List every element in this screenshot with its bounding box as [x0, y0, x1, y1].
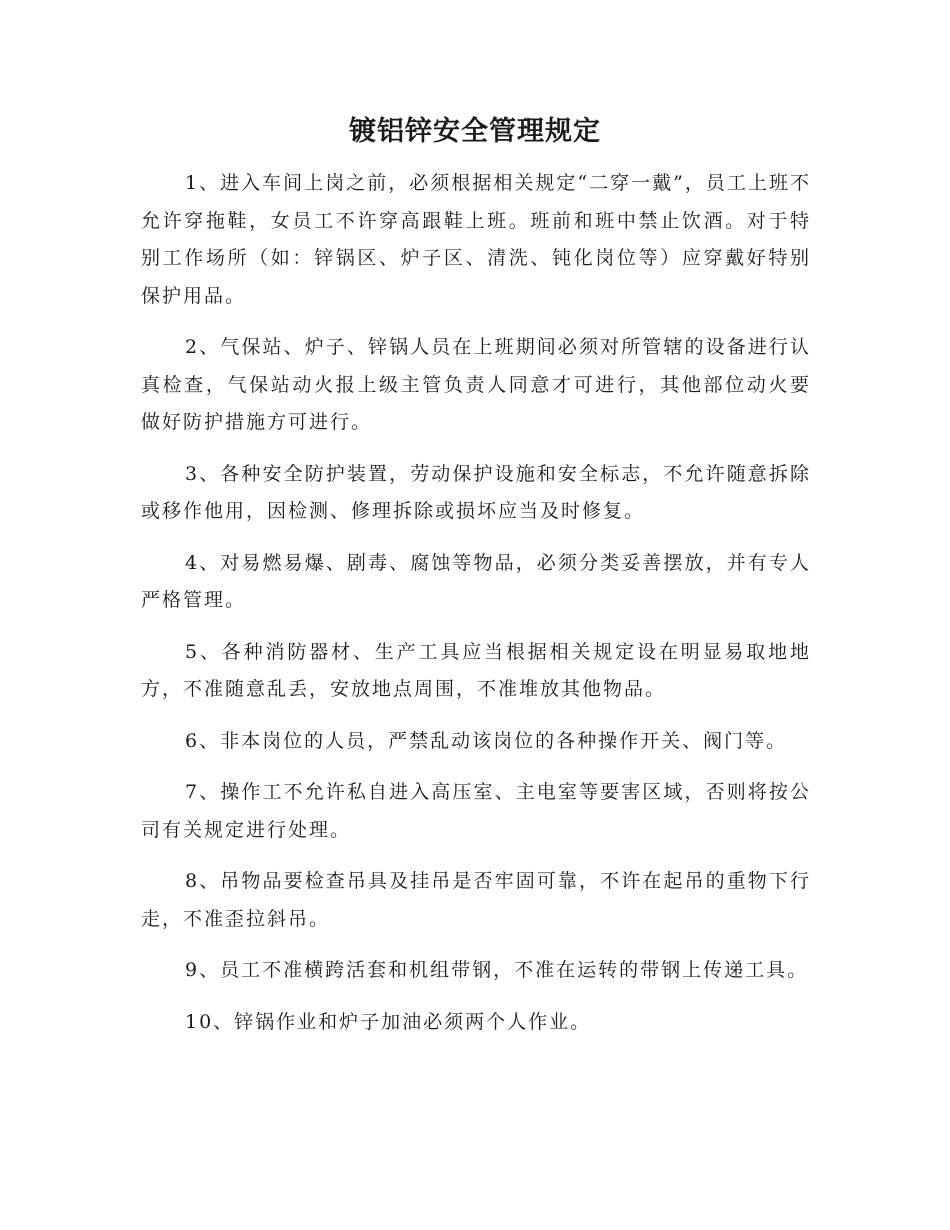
rule-paragraph-3: 3、各种安全防护装置，劳动保护设施和安全标志，不允许随意拆除或移作他用，因检测、修理拆除或损坏应当及时修复。: [141, 462, 811, 522]
rule-paragraph-8: 8、吊物品要检查吊具及挂吊是否牢固可靠，不许在起吊的重物下行走，不准歪拉斜吊。: [141, 870, 811, 930]
document-body: [141, 165, 811, 1041]
rule-paragraph-10: 10、锌锅作业和炉子加油必须两个人作业。: [185, 1010, 592, 1033]
rule-paragraph-4: 4、对易燃易爆、剧毒、腐蚀等物品，必须分类妥善摆放，并有专人严格管理。: [141, 551, 811, 611]
rule-paragraph-7: 7、操作工不允许私自进入高压室、主电室等要害区域，否则将按公司有关规定进行处理。: [141, 781, 811, 841]
rule-paragraph-9: 9、员工不准横跨活套和机组带钢，不准在运转的带钢上传递工具。: [185, 959, 809, 981]
rule-paragraph-1: 1、进入车间上岗之前，必须根据相关规定“二穿一戴”，员工上班不允许穿拖鞋，女员工不许穿高跟鞋上班。班前和班中禁止饮酒。对于特别工作场所（如：锌锅区、炉子区、清洗、钝化岗位等）应穿戴好特别保护用品。: [141, 172, 811, 307]
document-title: 镀铝锌安全管理规定: [349, 116, 601, 147]
rule-paragraph-6: 6、非本岗位的人员，严禁乱动该岗位的各种操作开关、阀门等。: [185, 729, 788, 752]
rule-paragraph-2: 2、气保站、炉子、锌锅人员在上班期间必须对所管辖的设备进行认真检查，气保站动火报上级主管负责人同意才可进行，其他部位动火要做好防护措施方可进行。: [141, 336, 811, 433]
rule-paragraph-5: 5、各种消防器材、生产工具应当根据相关规定设在明显易取地地方，不准随意乱丢，安放地点周围，不准堆放其他物品。: [141, 640, 811, 700]
